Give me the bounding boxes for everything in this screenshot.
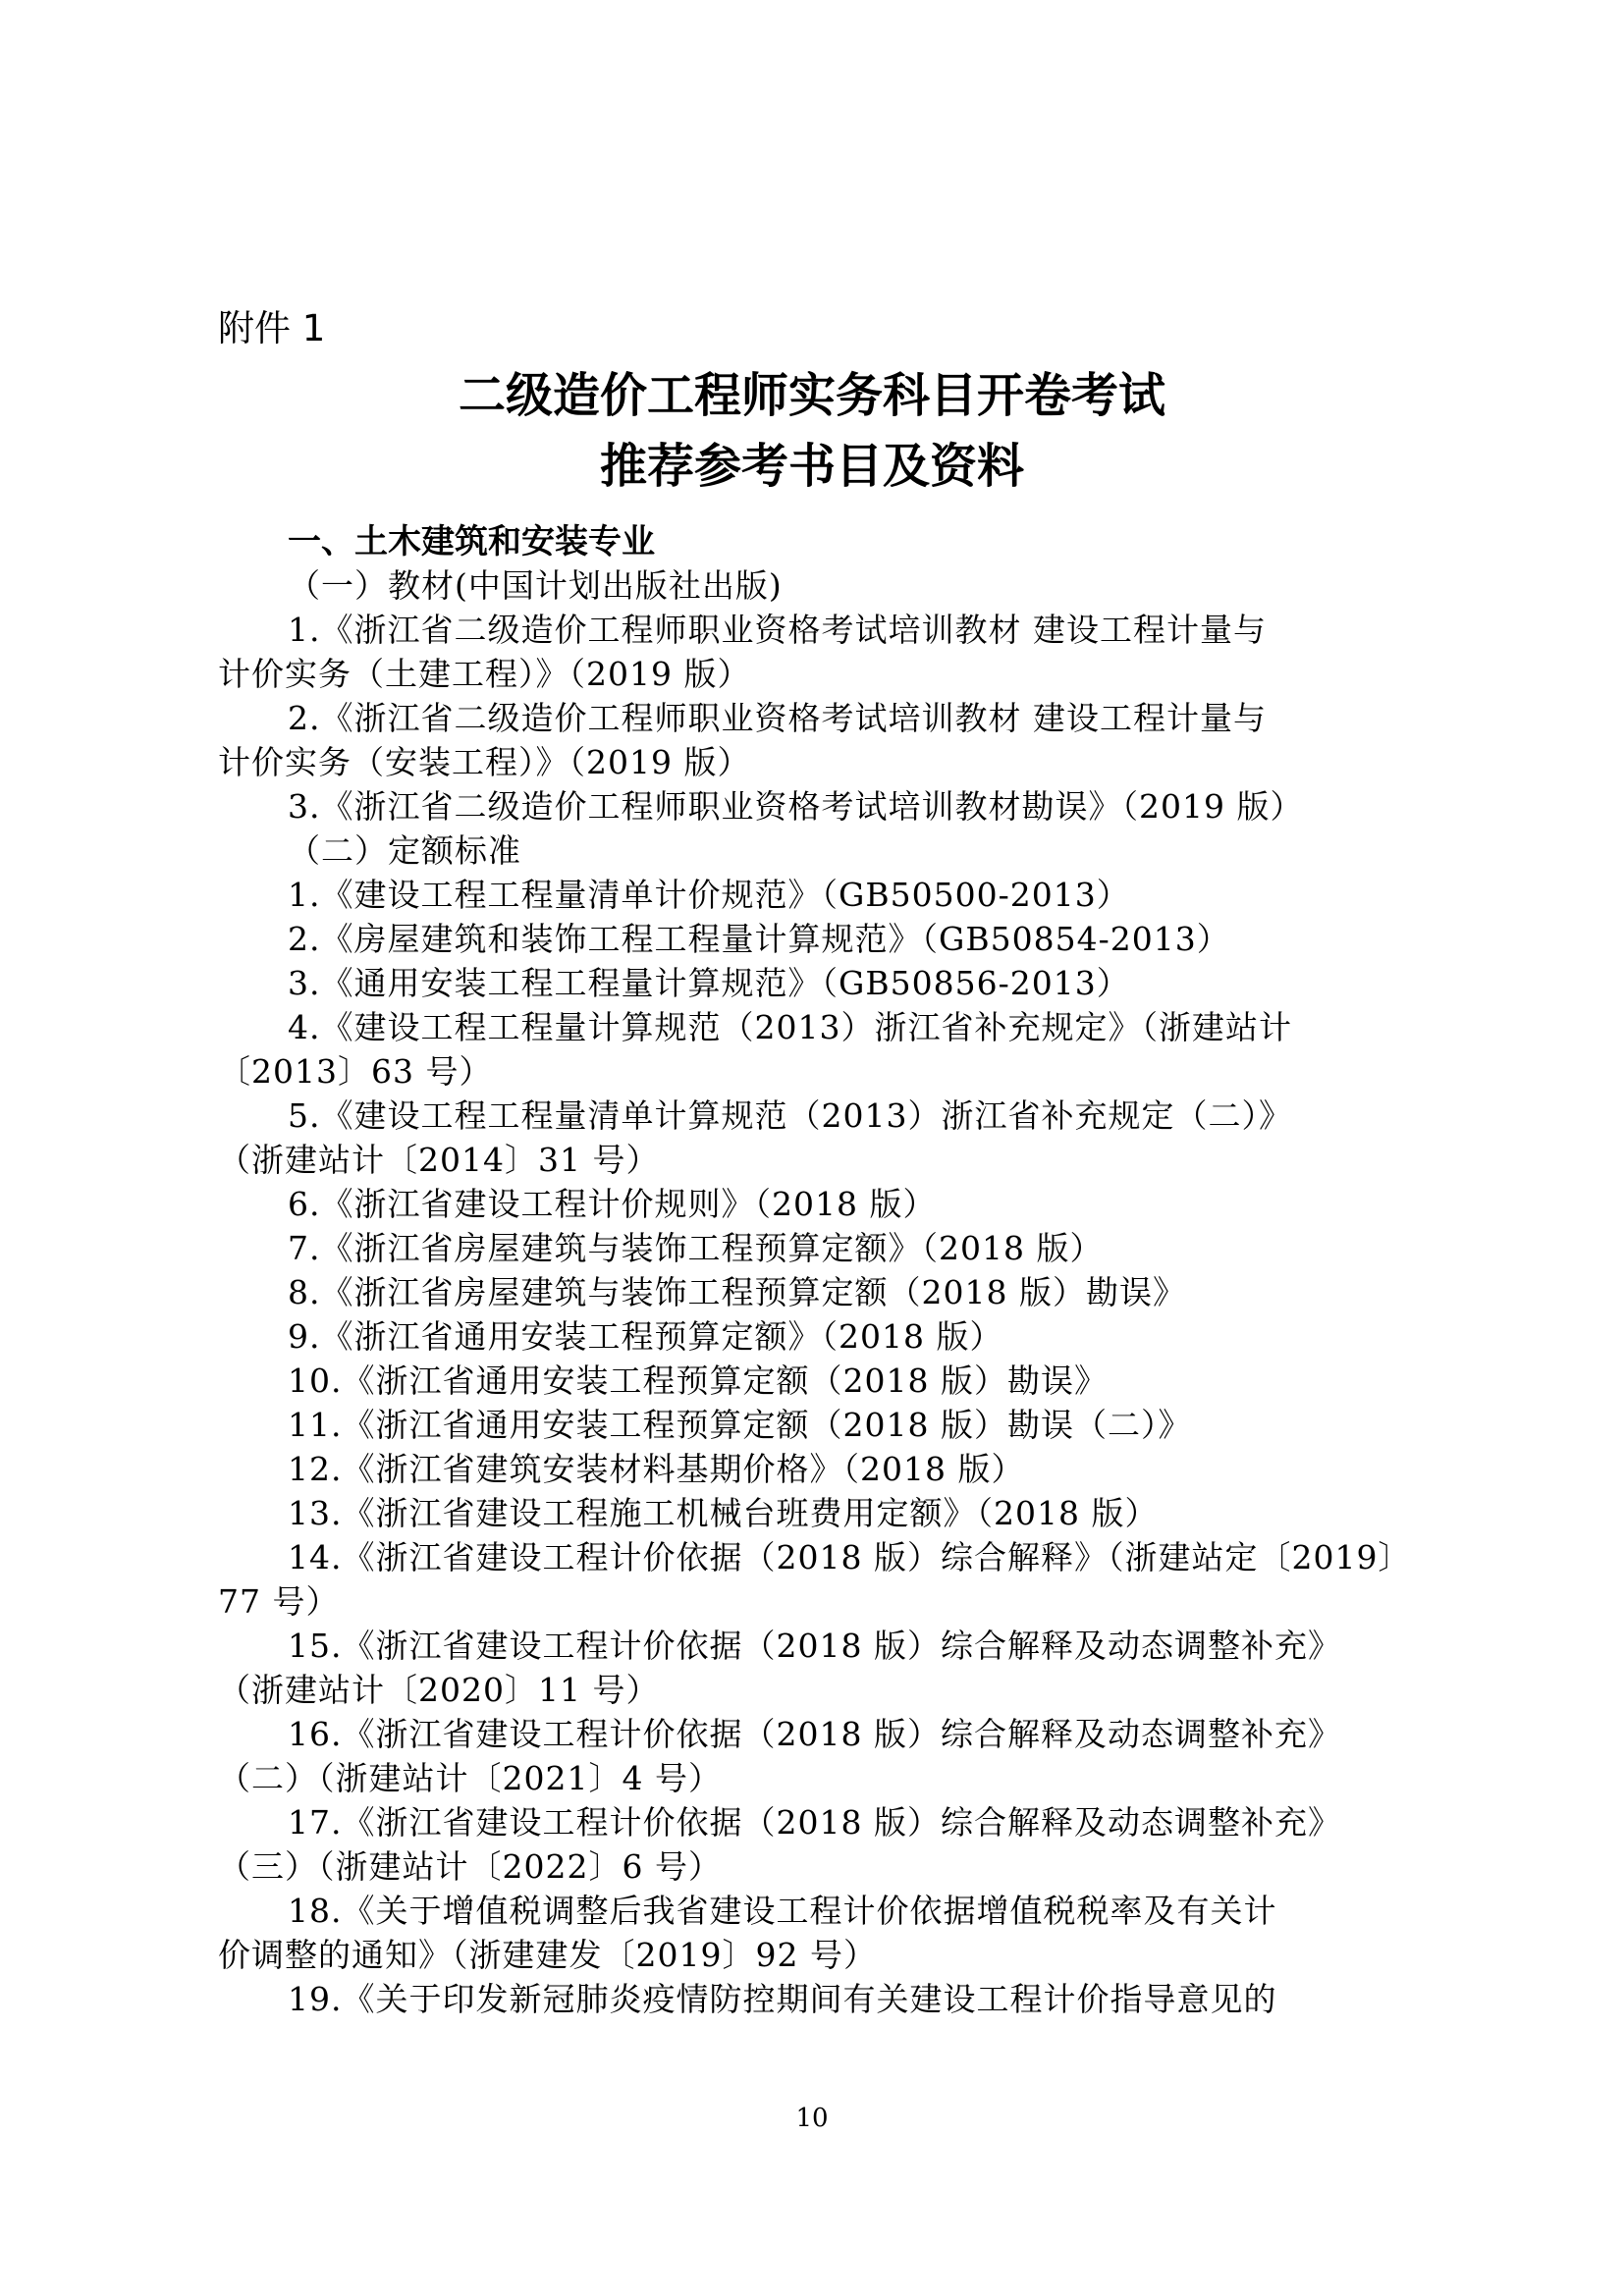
list-item: 2.《浙江省二级造价工程师职业资格考试培训教材 建设工程计量与: [288, 699, 1267, 737]
list-item: 16.《浙江省建设工程计价依据（2018 版）综合解释及动态调整补充》: [288, 1715, 1341, 1753]
list-item: 18.《关于增值税调整后我省建设工程计价依据增值税税率及有关计: [288, 1892, 1277, 1930]
list-item-continuation: （二）（浙建站计〔2021〕4 号）: [218, 1759, 722, 1797]
list-item: 13.《浙江省建设工程施工机械台班费用定额》（2018 版）: [288, 1494, 1159, 1532]
list-item: 14.《浙江省建设工程计价依据（2018 版）综合解释》（浙建站定〔2019〕: [288, 1538, 1412, 1576]
list-item-continuation: 计价实务（土建工程）》（2019 版）: [218, 655, 751, 693]
list-item: 9.《浙江省通用安装工程预算定额》（2018 版）: [288, 1317, 1003, 1356]
list-item: 5.《建设工程工程量清单计算规范（2013）浙江省补充规定（二）》: [288, 1096, 1292, 1135]
list-item: 7.《浙江省房屋建筑与装饰工程预算定额》（2018 版）: [288, 1229, 1104, 1267]
document-title-line-2: 推荐参考书目及资料: [599, 439, 1024, 494]
page-number: 10: [795, 2104, 829, 2133]
list-item: 8.《浙江省房屋建筑与装饰工程预算定额（2018 版）勘误》: [288, 1273, 1186, 1311]
subsection-heading: （一）教材(中国计划出版社出版): [288, 566, 783, 605]
list-item-continuation: （三）（浙建站计〔2022〕6 号）: [218, 1847, 722, 1886]
list-item-continuation: 计价实务（安装工程）》（2019 版）: [218, 743, 751, 781]
list-item: 6.《浙江省建设工程计价规则》（2018 版）: [288, 1185, 937, 1223]
attachment-label: 附件 1: [218, 307, 326, 349]
list-item: 3.《浙江省二级造价工程师职业资格考试培训教材勘误》（2019 版）: [288, 787, 1304, 826]
subsection-heading: （二）定额标准: [288, 831, 521, 870]
document-title-line-1: 二级造价工程师实务科目开卷考试: [458, 368, 1165, 423]
list-item-continuation: （浙建站计〔2014〕31 号）: [218, 1141, 660, 1179]
list-item: 15.《浙江省建设工程计价依据（2018 版）综合解释及动态调整补充》: [288, 1627, 1341, 1665]
list-item-continuation: 价调整的通知》（浙建建发〔2019〕92 号）: [218, 1936, 877, 1974]
list-item: 1.《建设工程工程量清单计价规范》（GB50500-2013）: [288, 876, 1130, 914]
list-item: 1.《浙江省二级造价工程师职业资格考试培训教材 建设工程计量与: [288, 611, 1267, 649]
list-item: 17.《浙江省建设工程计价依据（2018 版）综合解释及动态调整补充》: [288, 1803, 1341, 1842]
list-item: 12.《浙江省建筑安装材料基期价格》（2018 版）: [288, 1450, 1025, 1488]
list-item: 3.《通用安装工程工程量计算规范》（GB50856-2013）: [288, 964, 1130, 1002]
list-item: 4.《建设工程工程量计算规范（2013）浙江省补充规定》（浙建站计: [288, 1008, 1292, 1046]
list-item: 10.《浙江省通用安装工程预算定额（2018 版）勘误》: [288, 1362, 1108, 1400]
list-item: 2.《房屋建筑和装饰工程工程量计算规范》（GB50854-2013）: [288, 920, 1230, 958]
list-item: 19.《关于印发新冠肺炎疫情防控期间有关建设工程计价指导意见的: [288, 1980, 1277, 2018]
list-item-continuation: （浙建站计〔2020〕11 号）: [218, 1671, 660, 1709]
list-item: 11.《浙江省通用安装工程预算定额（2018 版）勘误（二）》: [288, 1406, 1192, 1444]
section-heading: 一、土木建筑和安装专业: [288, 522, 655, 561]
list-item-continuation: 77 号）: [218, 1582, 340, 1621]
list-item-continuation: 〔2013〕63 号）: [218, 1052, 493, 1091]
